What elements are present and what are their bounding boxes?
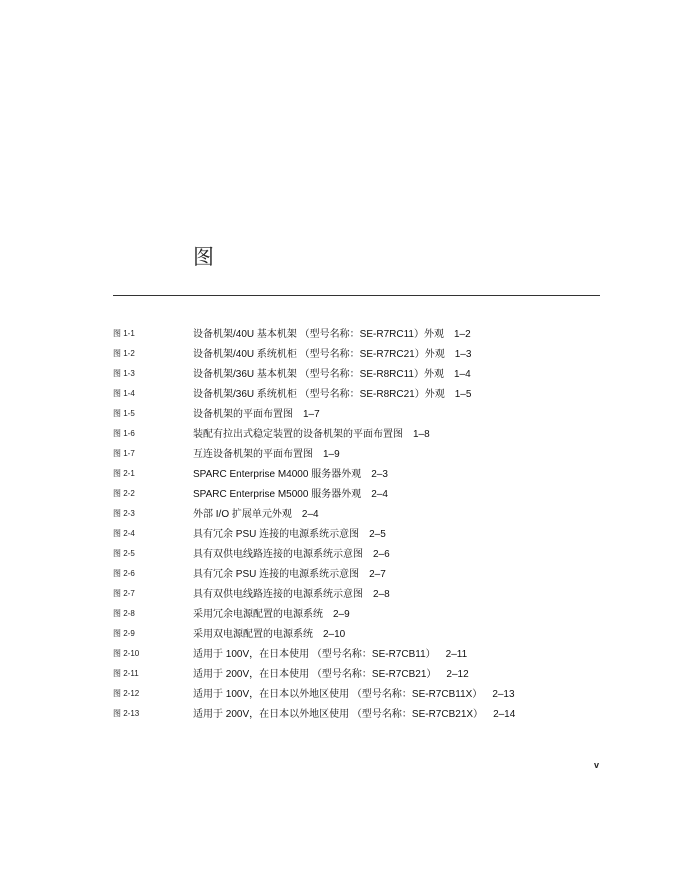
figure-title-text: 互连设备机架的平面布置图 <box>193 449 313 460</box>
figure-title-text: 具有双供电线路连接的电源系统示意图 <box>193 549 363 560</box>
figure-page-number: 2–3 <box>371 469 388 480</box>
figure-title-link[interactable] <box>193 545 390 560</box>
figure-title-link[interactable] <box>193 645 467 660</box>
figure-title-text: 具有冗余 PSU 连接的电源系统示意图 <box>193 529 360 540</box>
figure-entry[interactable] <box>0 625 680 645</box>
figure-entry[interactable] <box>0 505 680 525</box>
figure-title-text: 采用冗余电源配置的电源系统 <box>193 609 323 620</box>
figure-title-text: 设备机架的平面布置图 <box>193 409 293 420</box>
figure-title-link[interactable] <box>193 505 319 520</box>
figure-page-number: 2–5 <box>369 529 386 540</box>
figure-title-text: 装配有拉出式稳定装置的设备机架的平面布置图 <box>193 429 403 440</box>
figure-page-number: 2–8 <box>373 589 390 600</box>
figure-number: 图 2-6 <box>113 569 135 578</box>
figure-page-number: 2–9 <box>333 609 350 620</box>
figure-title-link[interactable] <box>193 565 386 580</box>
figure-entry[interactable] <box>0 385 680 405</box>
figure-title-text: 设备机架/36U 系统机柜 （型号名称：SE-R8RC21）外观 <box>193 389 445 400</box>
figure-page-number: 1–3 <box>454 349 472 360</box>
figure-page-number: 2–13 <box>492 689 515 700</box>
figure-page-number: 1–8 <box>413 429 430 440</box>
figure-entry[interactable] <box>0 525 680 545</box>
figure-title-link[interactable] <box>193 525 386 540</box>
figure-number: 图 1-1 <box>113 329 135 338</box>
figure-title-link[interactable] <box>193 585 390 600</box>
figure-list <box>0 325 680 725</box>
figure-number: 图 2-12 <box>113 689 140 698</box>
figure-page-number: 2–7 <box>369 569 386 580</box>
figure-entry[interactable] <box>0 645 680 665</box>
figure-page-number: 2–4 <box>371 489 388 500</box>
figure-title-link[interactable] <box>193 445 340 460</box>
figure-number: 图 1-3 <box>113 369 135 378</box>
figure-title-text: 适用于 200V，在日本使用 （型号名称：SE-R7CB21） <box>193 669 437 680</box>
figure-page-number: 2–14 <box>493 709 516 720</box>
figure-number: 图 2-11 <box>113 669 139 678</box>
figure-title-link[interactable] <box>193 705 515 720</box>
figure-title-text: 设备机架/40U 基本机架 （型号名称：SE-R7RC11）外观 <box>193 329 444 340</box>
figure-number: 图 2-7 <box>113 589 135 598</box>
figure-title-text: SPARC Enterprise M4000 服务器外观 <box>193 469 362 480</box>
figure-title-text: 外部 I/O 扩展单元外观 <box>193 509 292 520</box>
figure-title-link[interactable] <box>193 625 345 640</box>
figure-entry[interactable] <box>0 585 680 605</box>
figure-title-text: 适用于 100V，在日本使用 （型号名称：SE-R7CB11） <box>193 649 436 660</box>
figure-page-number: 2–10 <box>323 629 346 640</box>
figure-number: 图 2-10 <box>113 649 140 658</box>
figure-entry[interactable] <box>0 425 680 445</box>
figure-title-link[interactable] <box>193 465 388 480</box>
figure-title-text: 设备机架/40U 系统机柜 （型号名称：SE-R7RC21）外观 <box>193 349 445 360</box>
figure-entry[interactable] <box>0 685 680 705</box>
figure-page-number: 1–9 <box>323 449 340 460</box>
figure-title-link[interactable] <box>193 345 471 360</box>
figure-number: 图 1-2 <box>113 349 135 358</box>
figure-title-link[interactable] <box>193 665 469 680</box>
page-number: v <box>594 760 600 770</box>
figure-entry[interactable] <box>0 445 680 465</box>
figure-entry[interactable] <box>0 345 680 365</box>
figure-title-link[interactable] <box>193 685 515 700</box>
heading-divider <box>113 295 600 296</box>
figure-number: 图 1-6 <box>113 429 135 438</box>
figure-entry[interactable] <box>0 665 680 685</box>
figure-title-link[interactable] <box>193 365 471 380</box>
figure-page-number: 2–6 <box>373 549 390 560</box>
figure-number: 图 2-3 <box>113 509 135 518</box>
figure-title-link[interactable] <box>193 485 388 500</box>
figure-entry[interactable] <box>0 605 680 625</box>
figure-title-link[interactable] <box>193 385 471 400</box>
figure-page-number: 2–12 <box>446 669 469 680</box>
figure-entry[interactable] <box>0 545 680 565</box>
figure-title-text: SPARC Enterprise M5000 服务器外观 <box>193 489 362 500</box>
figure-entry[interactable] <box>0 405 680 425</box>
figure-page-number: 2–11 <box>445 649 468 660</box>
figure-page-number: 1–7 <box>303 409 320 420</box>
figure-page-number: 1–2 <box>453 329 471 340</box>
figure-entry[interactable] <box>0 705 680 725</box>
figure-number: 图 2-5 <box>113 549 135 558</box>
page-heading: 图 <box>193 245 214 269</box>
figure-page-number: 2–4 <box>301 509 319 520</box>
figure-entry[interactable] <box>0 485 680 505</box>
figure-title-link[interactable] <box>193 405 320 420</box>
figure-title-link[interactable] <box>193 325 471 340</box>
figure-title-text: 采用双电源配置的电源系统 <box>193 629 313 640</box>
figure-page-number: 1–5 <box>454 389 472 400</box>
figure-number: 图 1-5 <box>113 409 135 418</box>
figure-page-number: 1–4 <box>453 369 471 380</box>
figure-number: 图 2-2 <box>113 489 135 498</box>
figure-entry[interactable] <box>0 465 680 485</box>
figure-title-link[interactable] <box>193 605 350 620</box>
figure-title-text: 具有冗余 PSU 连接的电源系统示意图 <box>193 569 360 580</box>
figure-number: 图 1-4 <box>113 389 135 398</box>
figure-number: 图 2-4 <box>113 529 135 538</box>
figure-entry[interactable] <box>0 325 680 345</box>
figure-title-text: 设备机架/36U 基本机架 （型号名称：SE-R8RC11）外观 <box>193 369 444 380</box>
figure-title-text: 适用于 100V，在日本以外地区使用 （型号名称：SE-R7CB11X） <box>193 689 483 700</box>
figure-number: 图 2-1 <box>113 469 135 478</box>
figure-entry[interactable] <box>0 365 680 385</box>
figure-title-text: 具有双供电线路连接的电源系统示意图 <box>193 589 363 600</box>
figure-number: 图 2-13 <box>113 709 140 718</box>
figure-title-text: 适用于 200V，在日本以外地区使用 （型号名称：SE-R7CB21X） <box>193 709 484 720</box>
figure-entry[interactable] <box>0 565 680 585</box>
figure-number: 图 2-9 <box>113 629 135 638</box>
figure-number: 图 1-7 <box>113 449 135 458</box>
figure-number: 图 2-8 <box>113 609 135 618</box>
figure-title-link[interactable] <box>193 425 430 440</box>
